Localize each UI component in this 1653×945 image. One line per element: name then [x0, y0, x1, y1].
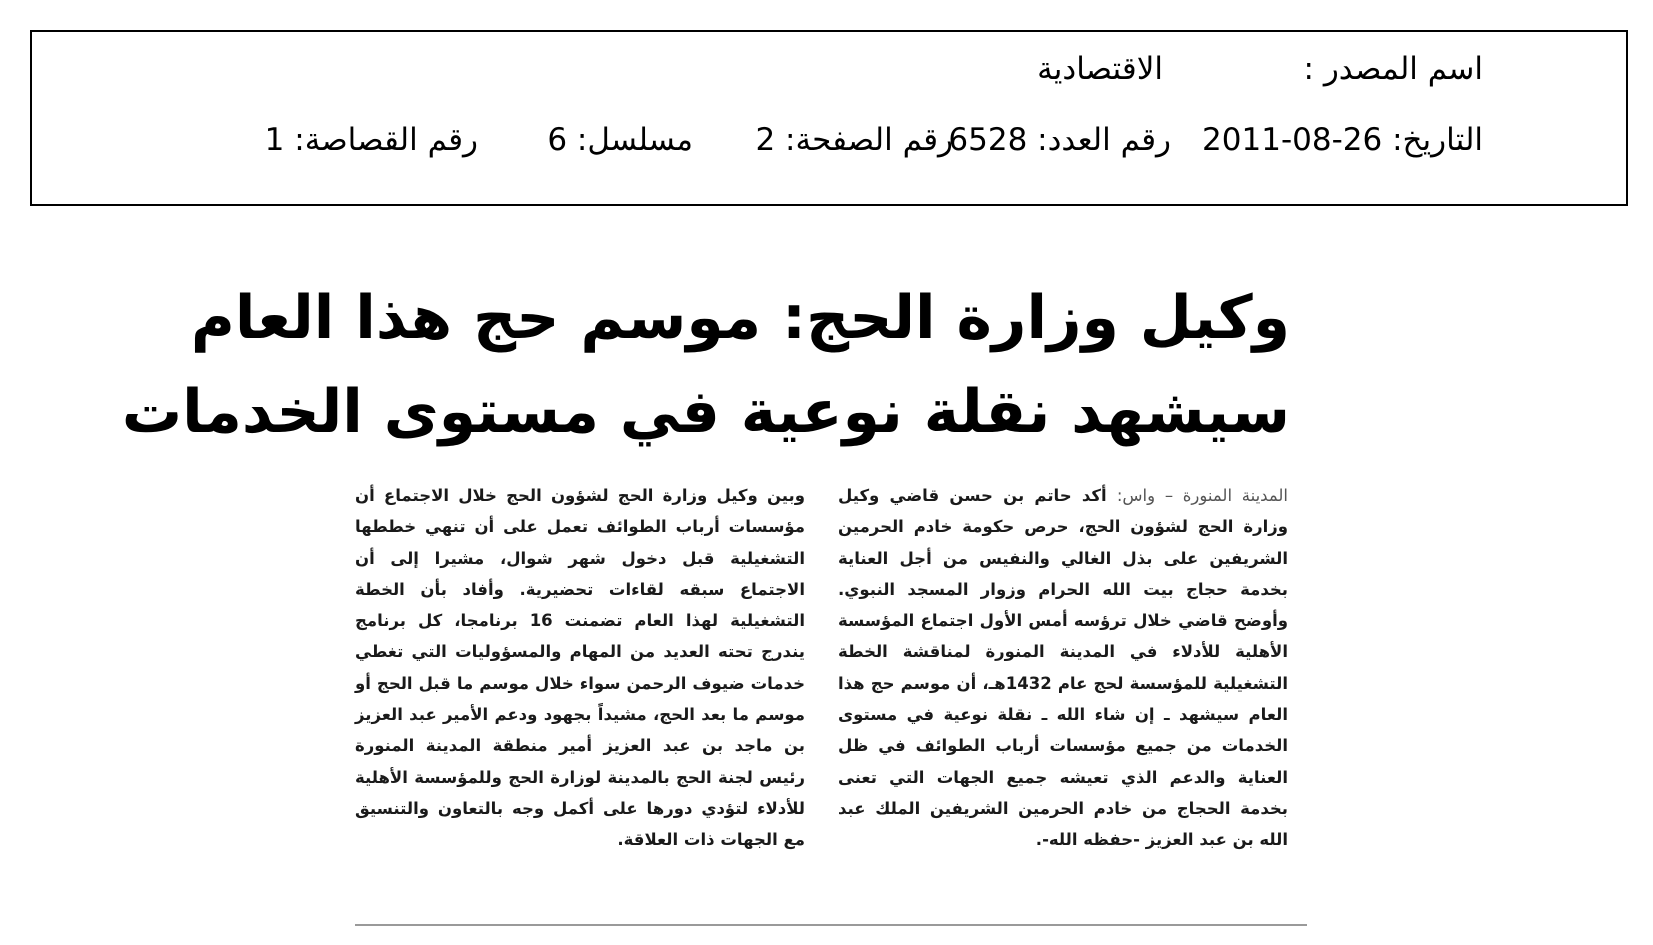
page-number-field: رقم الصفحة: 2: [755, 122, 953, 158]
date-field: التاريخ: 26-08-2011: [1202, 122, 1483, 158]
headline-line-1: وكيل وزارة الحج: موسم حج هذا العام: [190, 283, 1290, 353]
dateline: المدينة المنورة – واس:: [1116, 486, 1288, 505]
article-body-right: أكد حاتم بن حسن قاضي وكيل وزارة الحج لشؤون الحج، حرص حكومة خادم الحرمين الشريفين على بذل الغالي والنفيس من أجل العناية بخدمة حجاج بيت الله الحرام وزوار المسجد النبوي. وأوضح قاضي خلال ترؤسه أمس الأول اجتماع المؤسسة الأهلية للأدلاء في المدينة المنورة لمناقشة الخطة التشغيلية للمؤسسة لحج عام 1432هـ، أن موسم حج هذا العام سيشهد ـ إن شاء الله ـ نقلة نوعية في مستوى الخدمات من جميع مؤسسات أرباب الطوائف في ظل العناية والدعم الذي تعيشه جميع الجهات التي تعنى بخدمة الحجاج من خادم الحرمين الشريفين الملك عبد الله بن عبد العزيز -حفظه الله-.: [838, 486, 1289, 850]
bottom-divider: [355, 924, 1307, 926]
issue-number-field: رقم العدد: 6528: [948, 122, 1171, 158]
source-label: اسم المصدر :: [1303, 51, 1483, 87]
article-column-right: [838, 480, 1288, 856]
article-body-left: وبين وكيل وزارة الحج لشؤون الحج خلال الاجتماع أن مؤسسات أرباب الطوائف تعمل على أن تنهي خططها التشغيلية قبل دخول شهر شوال، مشيرا إلى أن الاجتماع سبقه لقاءات تحضيرية. وأفاد بأن الخطة التشغيلية لهذا العام تضمنت 16 برنامجا، كل برنامج يندرج تحته العديد من المهام والمسؤوليات التي تغطي خدمات ضيوف الرحمن سواء خلال موسم ما قبل الحج أو موسم ما بعد الحج، مشيداً بجهود ودعم الأمير عبد العزيز بن ماجد بن عبد العزيز أمير منطقة المدينة المنورة رئيس لجنة الحج بالمدينة لوزارة الحج وللمؤسسة الأهلية للأدلاء لتؤدي دورها على أكمل وجه بالتعاون والتنسيق مع الجهات ذات العلاقة.: [355, 486, 806, 850]
headline-line-2: سيشهد نقلة نوعية في مستوى الخدمات: [121, 377, 1290, 447]
serial-field: مسلسل: 6: [547, 122, 693, 158]
clipping-number-field: رقم القصاصة: 1: [264, 122, 478, 158]
source-value: الاقتصادية: [1037, 51, 1163, 87]
article-column-left: [355, 480, 805, 856]
